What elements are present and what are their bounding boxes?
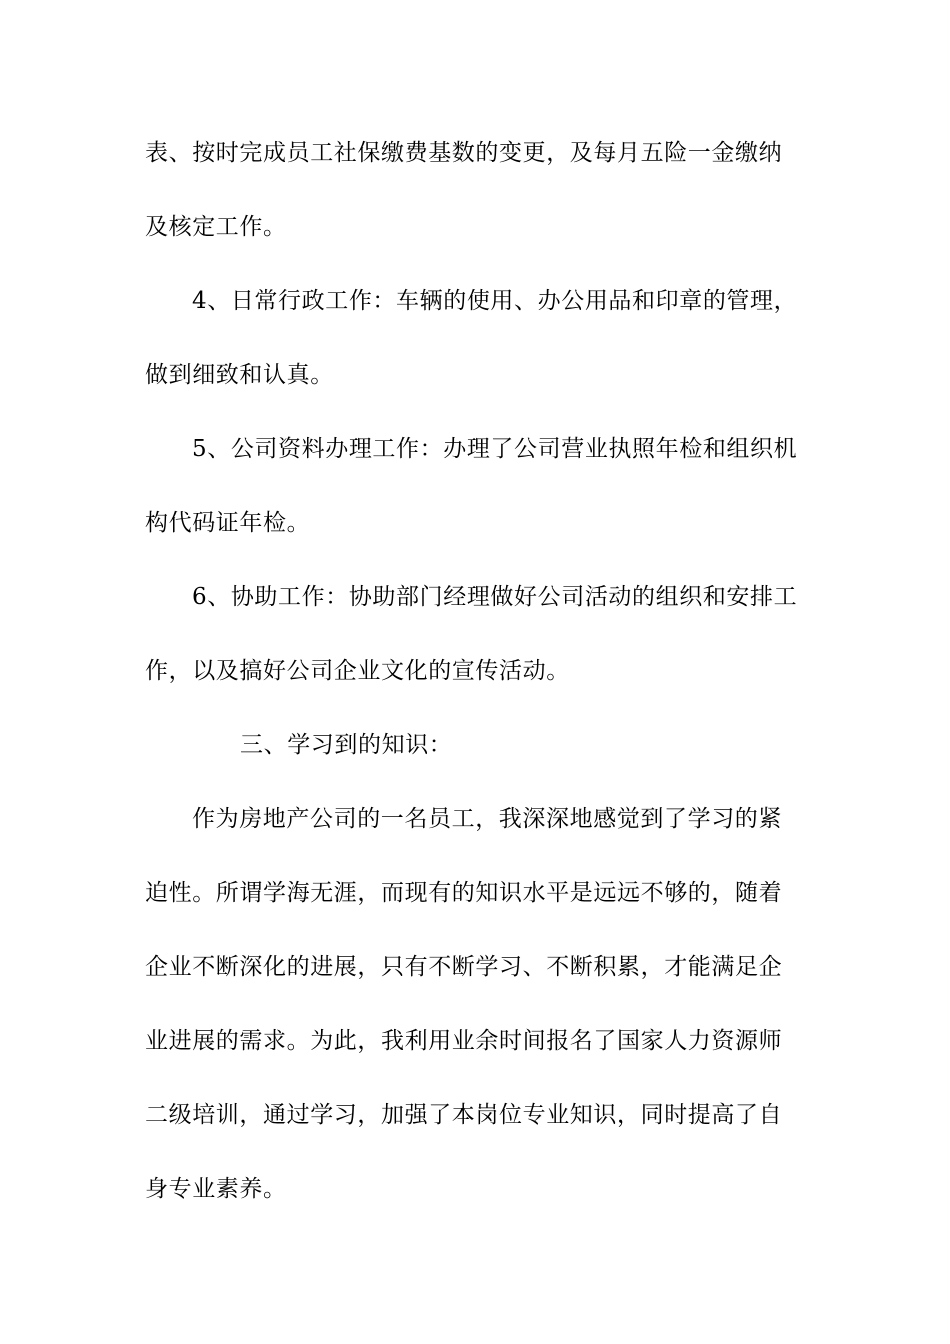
paragraph-line: 及核定工作。: [145, 214, 287, 240]
list-item-6-line: 6、协助工作：协助部门经理做好公司活动的组织和安排工: [192, 584, 798, 610]
paragraph-line: 身专业素养。: [145, 1176, 287, 1202]
paragraph-line: 二级培训，通过学习，加强了本岗位专业知识，同时提高了自: [145, 1102, 783, 1128]
paragraph-line: 表、按时完成员工社保缴费基数的变更，及每月五险一金缴纳: [145, 140, 783, 166]
list-item-5-line: 5、公司资料办理工作：办理了公司营业执照年检和组织机: [192, 436, 798, 462]
paragraph-line: 迫性。所谓学海无涯，而现有的知识水平是远远不够的，随着: [145, 880, 783, 906]
list-item-4-line: 4、日常行政工作：车辆的使用、办公用品和印章的管理，: [192, 288, 798, 314]
paragraph-line: 业进展的需求。为此，我利用业余时间报名了国家人力资源师: [145, 1028, 783, 1054]
list-item-6-line: 作，以及搞好公司企业文化的宣传活动。: [145, 658, 570, 684]
section-heading: 三、学习到的知识：: [240, 732, 453, 758]
paragraph-line: 企业不断深化的进展，只有不断学习、不断积累，才能满足企: [145, 954, 783, 980]
paragraph-line: 作为房地产公司的一名员工，我深深地感觉到了学习的紧: [192, 806, 782, 832]
list-item-5-line: 构代码证年检。: [145, 510, 311, 536]
list-item-4-line: 做到细致和认真。: [145, 362, 334, 388]
